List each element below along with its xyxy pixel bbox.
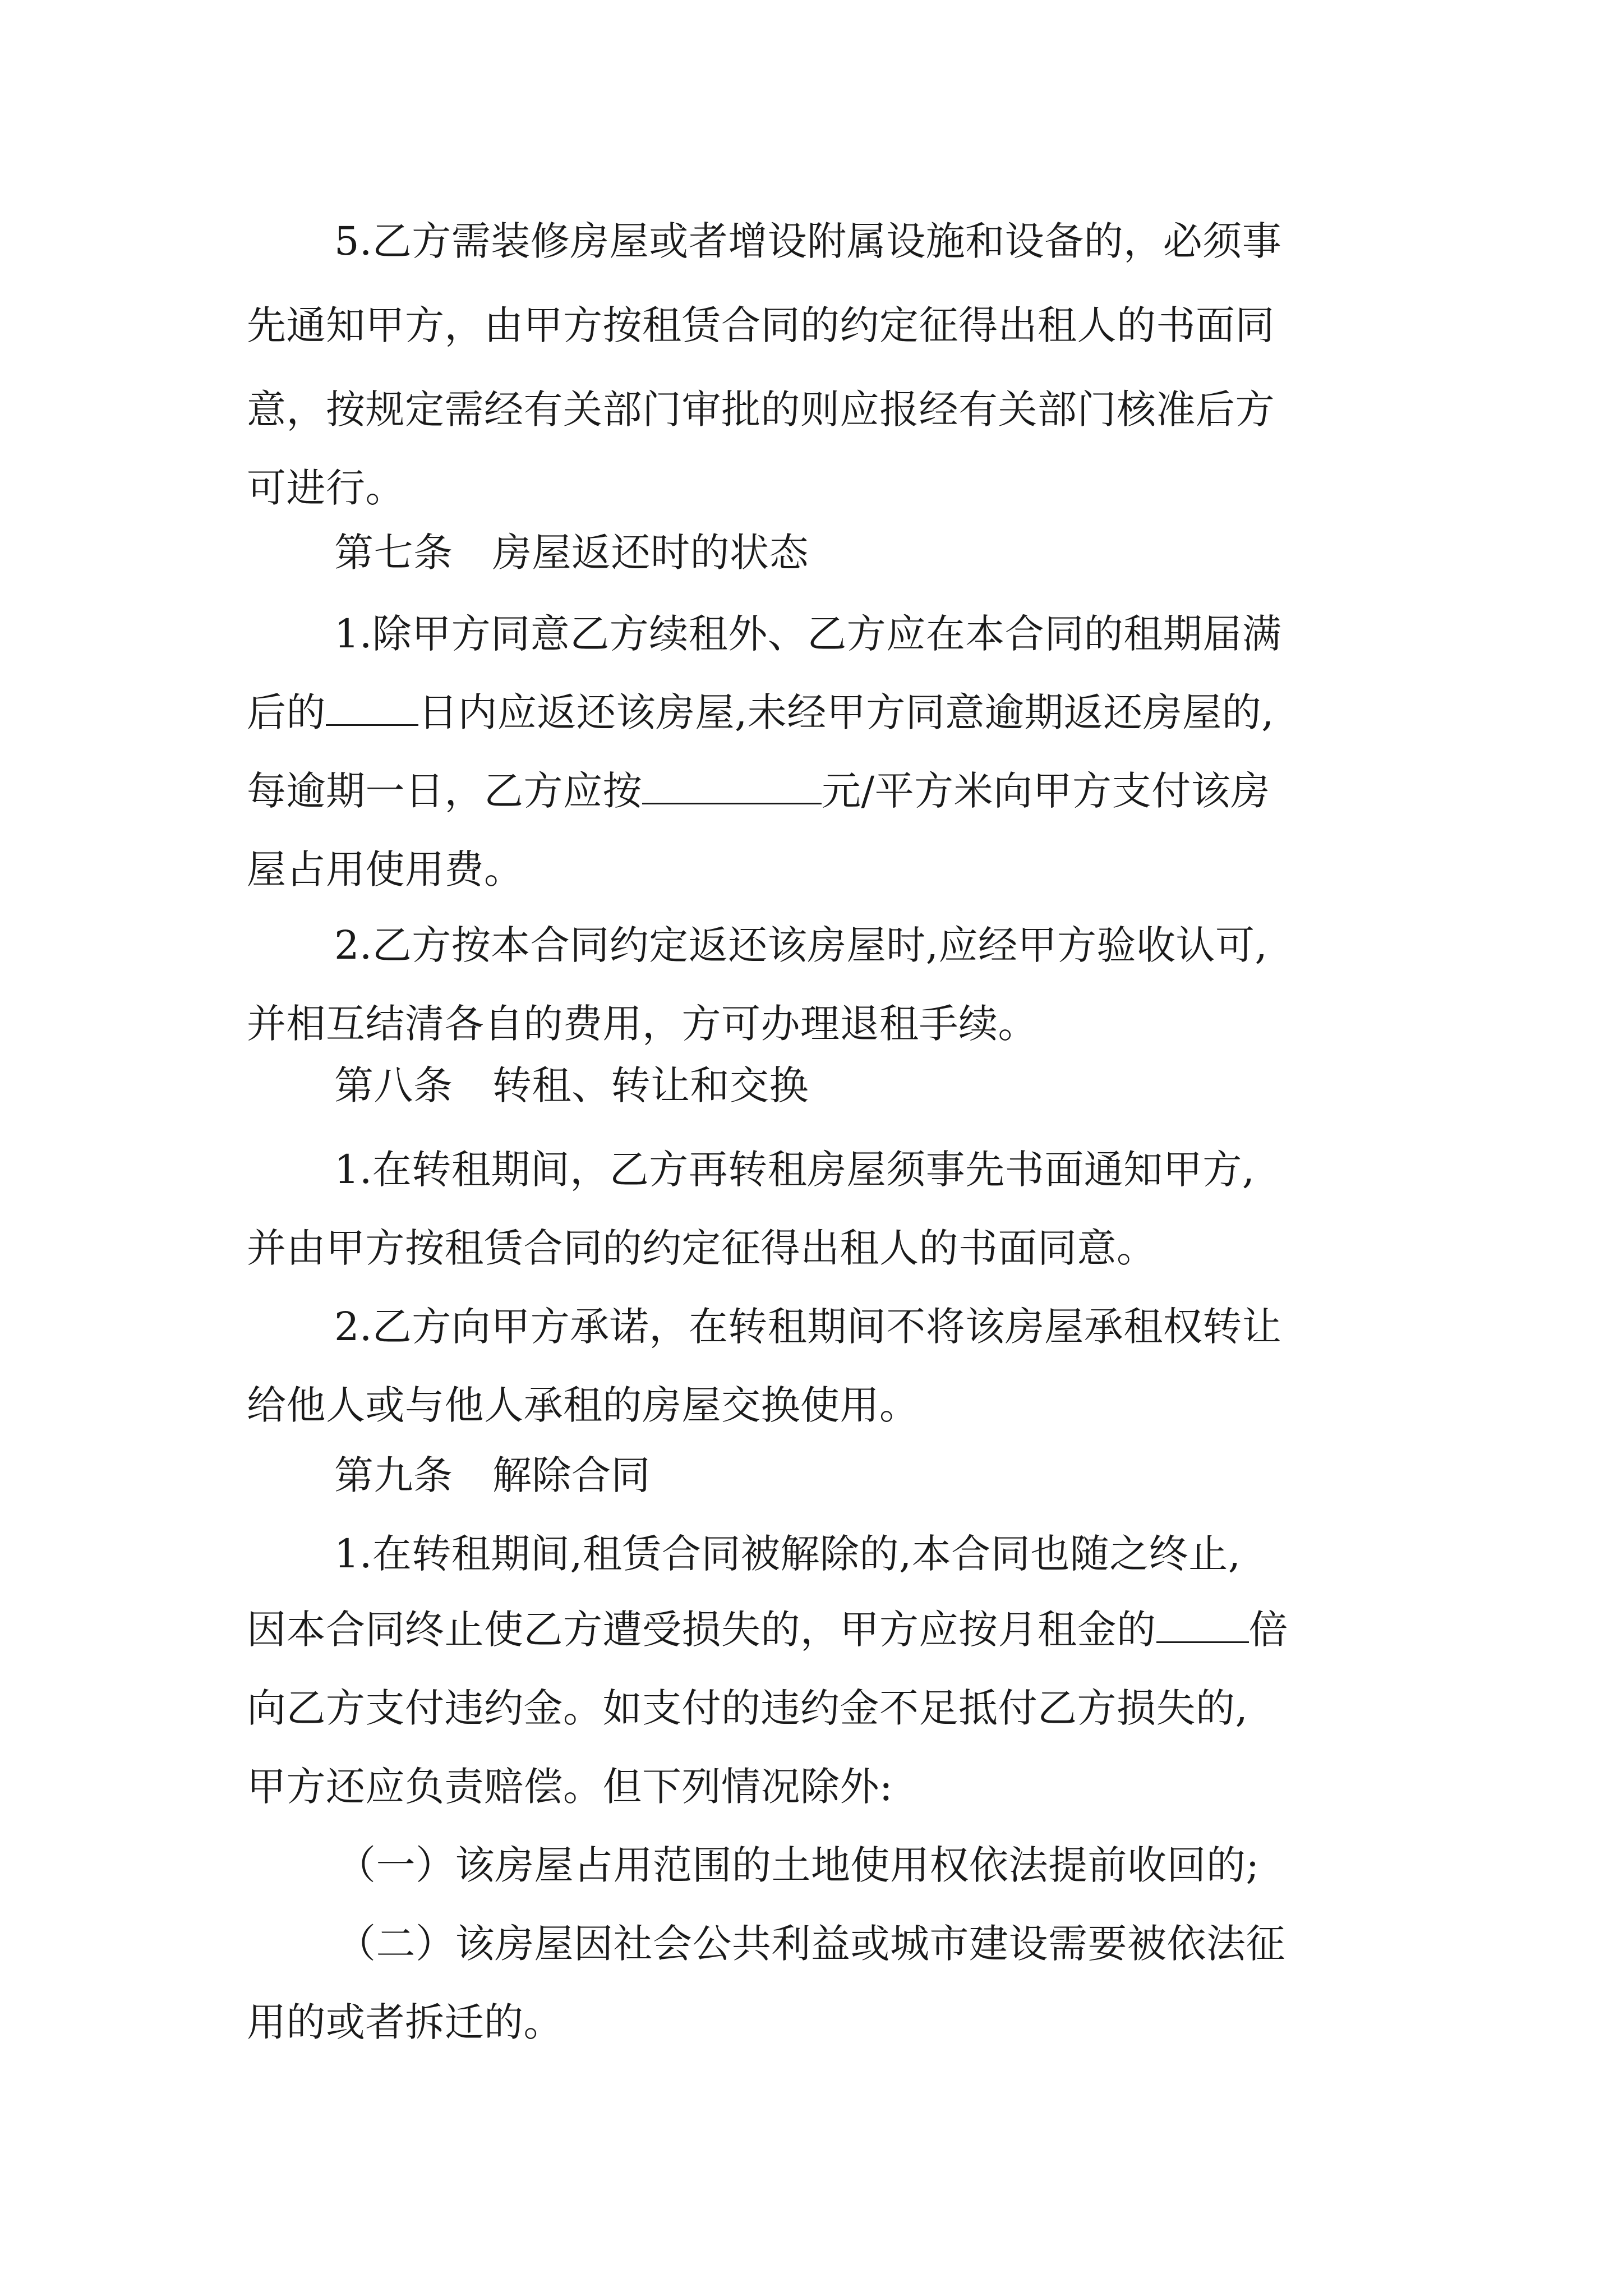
article-9-heading: 第九条 解除合同 <box>334 1452 651 1498</box>
text-segment: 因本合同终止使乙方遭受损失的，甲方应按月租金的 <box>247 1607 1156 1653</box>
article-7-p1-line-2 <box>247 682 1274 743</box>
article-7-p1-line-4: 屋占用使用费。 <box>247 846 524 892</box>
para-5-line-1: 5.乙方需装修房屋或者增设附属设施和设备的，必须事 <box>334 218 1282 264</box>
article-8-p2-line-1: 2.乙方向甲方承诺，在转租期间不将该房屋承租权转让 <box>334 1304 1282 1350</box>
text-segment: 后的 <box>247 689 326 735</box>
article-8-heading: 第八条 转租、转让和交换 <box>334 1062 809 1108</box>
article-8-p1-line-1: 1.在转租期间，乙方再转租房屋须事先书面通知甲方, <box>334 1147 1255 1193</box>
article-9-item-2-line-2: 用的或者拆迁的。 <box>247 1999 563 2045</box>
text-segment: 每逾期一日，乙方应按 <box>247 768 642 814</box>
text-segment: 元/平方米向甲方支付该房 <box>822 768 1270 814</box>
article-7-p2-line-2: 并相互结清各自的费用，方可办理退租手续。 <box>247 1001 1038 1047</box>
article-7-p1-line-3 <box>247 760 1270 822</box>
article-7-p1-line-1: 1.除甲方同意乙方续租外、乙方应在本合同的租期届满 <box>334 611 1282 657</box>
article-9-item-2-line-1: （二）该房屋因社会公共利益或城市建设需要被依法征 <box>336 1921 1285 1967</box>
para-5-line-3: 意，按规定需经有关部门审批的则应报经有关部门核准后方 <box>247 386 1275 432</box>
para-5-line-2: 先通知甲方，由甲方按租赁合同的约定征得出租人的书面同 <box>247 302 1275 348</box>
article-8-p2-line-2: 给他人或与他人承租的房屋交换使用。 <box>247 1382 919 1428</box>
fill-in-blank-days[interactable] <box>326 692 418 726</box>
article-7-heading: 第七条 房屋返还时的状态 <box>334 530 809 576</box>
article-9-p1-line-2 <box>247 1599 1288 1660</box>
article-7-p2-line-1: 2.乙方按本合同约定返还该房屋时,应经甲方验收认可, <box>334 922 1268 968</box>
article-9-p1-line-3: 向乙方支付违约金。如支付的违约金不足抵付乙方损失的, <box>247 1685 1248 1731</box>
article-8-p1-line-2: 并由甲方按租赁合同的约定征得出租人的书面同意。 <box>247 1225 1156 1271</box>
para-5-line-4: 可进行。 <box>247 465 405 511</box>
fill-in-blank-fee[interactable] <box>642 770 822 804</box>
article-9-p1-line-1: 1.在转租期间,租赁合同被解除的,本合同也随之终止, <box>334 1531 1241 1577</box>
article-9-item-1: （一）该房屋占用范围的土地使用权依法提前收回的; <box>336 1842 1260 1888</box>
fill-in-blank-multiplier[interactable] <box>1156 1609 1249 1643</box>
text-segment: 倍 <box>1248 1607 1288 1653</box>
text-segment: 日内应返还该房屋,未经甲方同意逾期返还房屋的, <box>418 689 1275 735</box>
article-9-p1-line-4: 甲方还应负责赔偿。但下列情况除外: <box>247 1764 893 1810</box>
